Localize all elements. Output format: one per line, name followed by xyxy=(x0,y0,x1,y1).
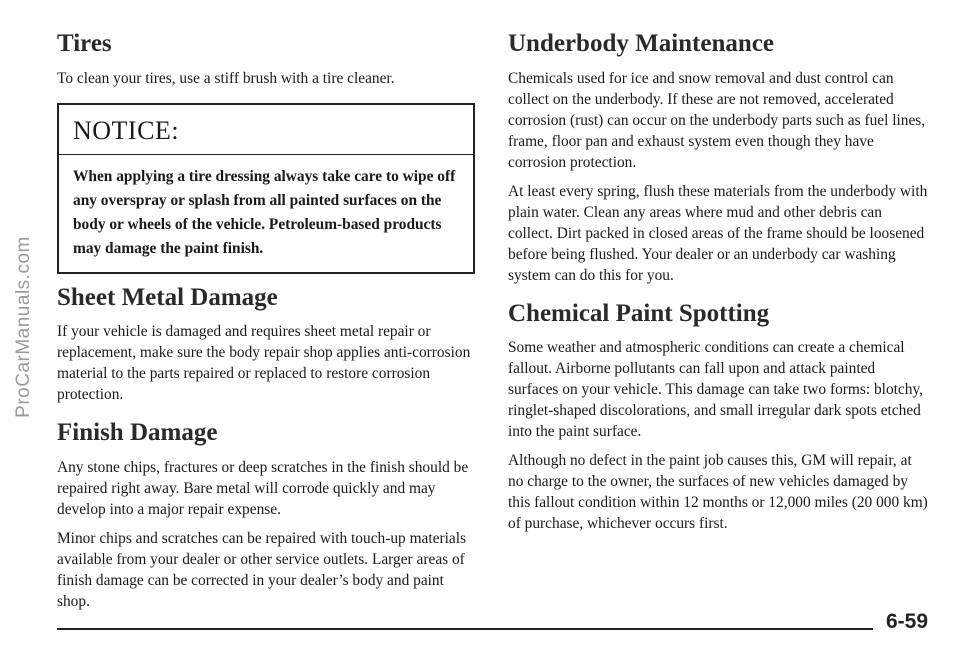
underbody-paragraph-1: Chemicals used for ice and snow removal and dust control can collect on the underbody. If these are not removed, accelerated corrosion (rust) can occur on the underbody parts such as fuel lines, frame, floor pan and exhaust system even though they have corrosion protection. xyxy=(508,69,926,171)
page-number: 6-59 xyxy=(885,610,928,633)
finish-section xyxy=(57,419,475,612)
notice-box xyxy=(57,103,475,274)
chemical-paragraph-2: Although no defect in the paint job causes this, GM will repair, at no charge to the owner, the surfaces of new vehicles damaged by this fallout condition within 12 months or 12,000 miles (20 000 km) of purchase, whichever occurs first. xyxy=(508,452,928,532)
watermark xyxy=(4,0,44,653)
chemical-section xyxy=(508,300,928,535)
tires-section xyxy=(57,30,475,89)
chemical-heading: Chemical Paint Spotting xyxy=(508,299,770,327)
tires-heading: Tires xyxy=(57,30,112,57)
underbody-paragraph-2: At least every spring, flush these materials from the underbody with plain water. Clean any areas where mud and other debris can collect. Dirt packed in closed areas of the frame should be loosened before being flushed. Your dealer or an underbody car washing system can do this for you. xyxy=(508,182,928,284)
finish-paragraph-2: Minor chips and scratches can be repaired with touch-up materials available from your dealer or other service outlets. Larger areas of finish damage can be corrected in your dealer’s body and paint shop. xyxy=(57,529,466,610)
finish-paragraph-1: Any stone chips, fractures or deep scratches in the finish should be repaired right away. Bare metal will corrode quickly and may develop into a major repair expense. xyxy=(57,458,469,518)
underbody-heading: Underbody Maintenance xyxy=(508,30,774,57)
finish-heading: Finish Damage xyxy=(57,419,218,446)
watermark-text: ProCarManuals.com xyxy=(13,235,35,418)
notice-title: NOTICE: xyxy=(59,105,473,155)
tires-paragraph: To clean your tires, use a stiff brush with a tire cleaner. xyxy=(57,69,395,87)
sheet-metal-paragraph: If your vehicle is damaged and requires sheet metal repair or replacement, make sure the body repair shop applies anti-corrosion material to the parts repaired or replaced to restore corrosion protection. xyxy=(57,323,471,403)
notice-body: When applying a tire dressing always take care to wipe off any overspray or splash from all painted surfaces on the body or wheels of the vehicle. Petroleum-based products may damage the paint finish. xyxy=(73,167,456,257)
sheet-metal-heading: Sheet Metal Damage xyxy=(57,283,278,311)
left-column xyxy=(57,30,475,620)
right-column xyxy=(508,30,928,542)
underbody-section xyxy=(508,30,928,286)
chemical-paragraph-1: Some weather and atmospheric conditions can create a chemical fallout. Airborne pollutants can fall upon and attack painted surfaces on your vehicle. This damage can take two forms: blotchy, ringlet-shaped discolorations, and small irregular dark spots etched into the paint surface. xyxy=(508,339,923,440)
sheet-metal-section xyxy=(57,284,475,406)
footer-rule xyxy=(57,628,873,630)
